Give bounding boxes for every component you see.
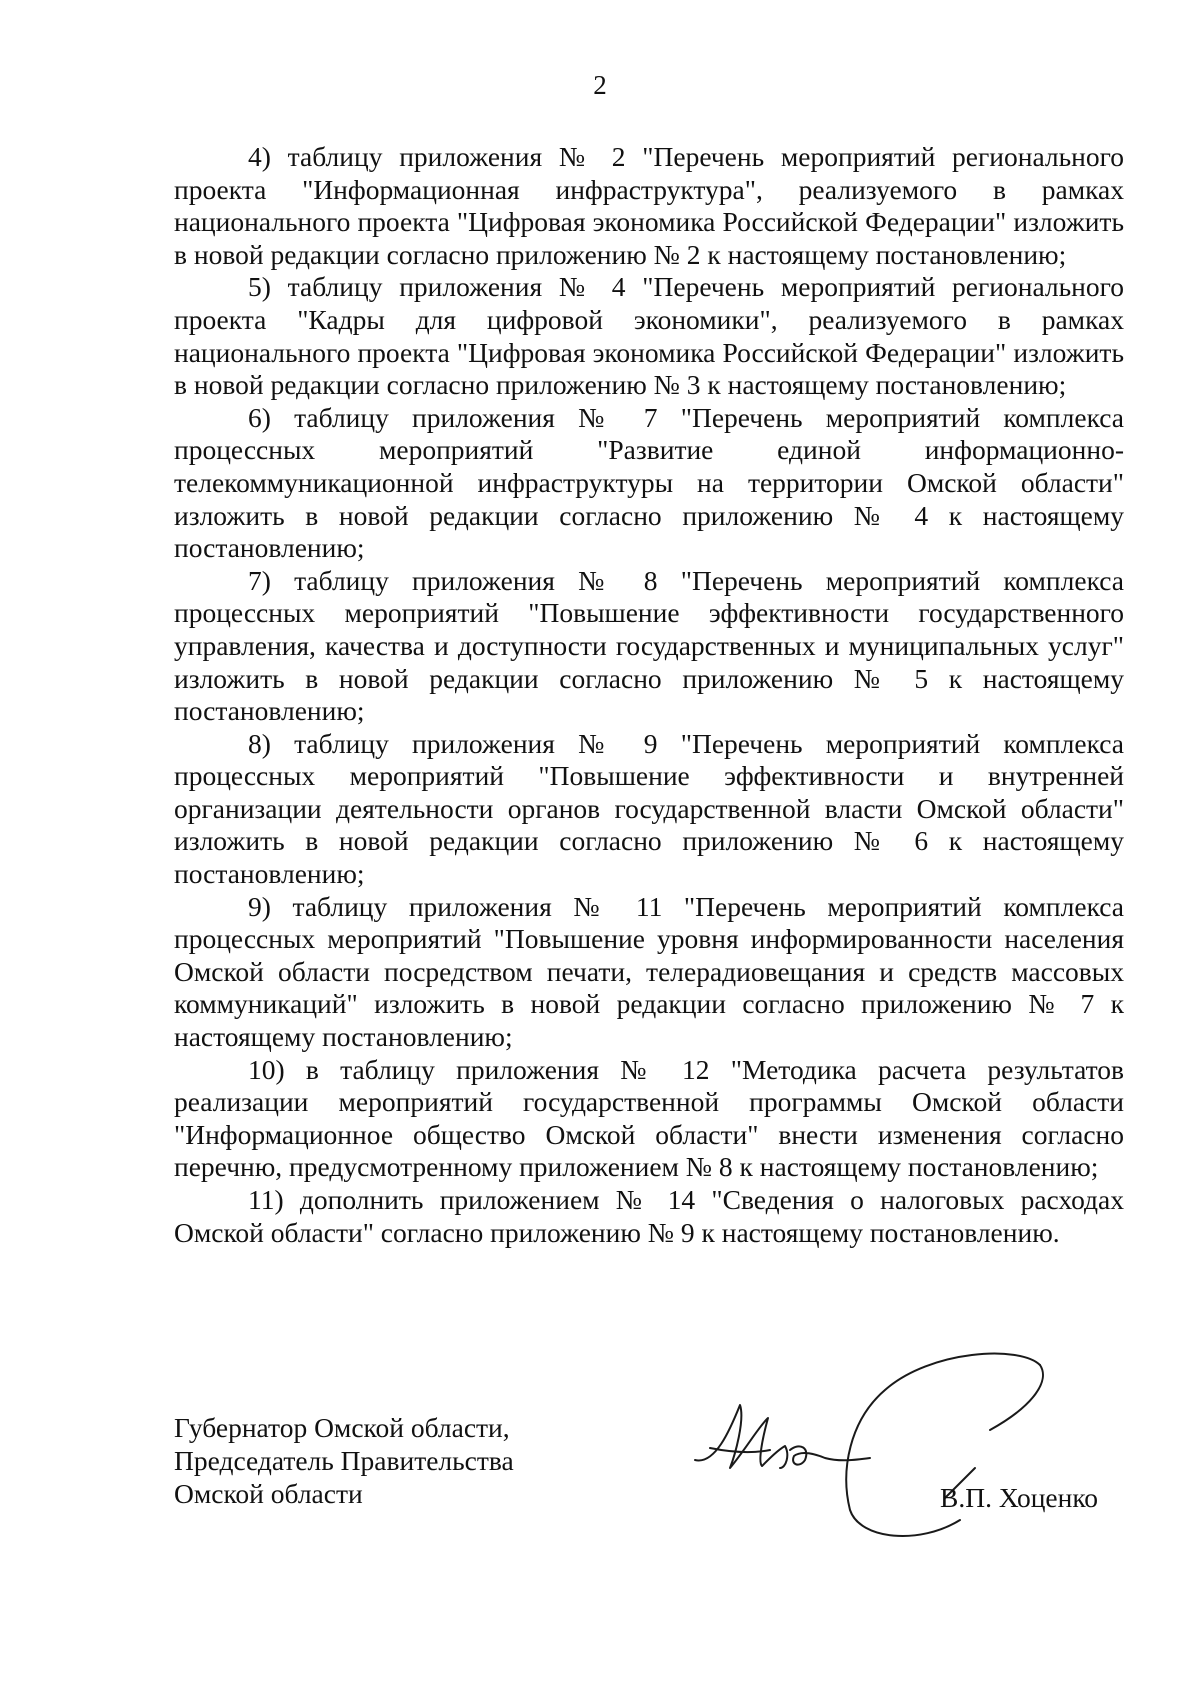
paragraph-item-4: 4) таблицу приложения № 2 "Перечень мероприятий регионального проекта "Информационная инфраструктура", реализуемого в рамках национального проекта "Цифровая экономика Российской Федерации" изложить в новой редакции согласно приложению № 2 к настоящему постановлению; — [174, 141, 1124, 270]
position-line: Председатель Правительства — [174, 1445, 514, 1476]
paragraph-item-7: 7) таблицу приложения № 8 "Перечень мероприятий комплекса процессных мероприятий "Повышение эффективности государственного управления, качества и доступности государственных и муниципальных услуг" изложить в новой редакции согласно приложению № 5 к настоящему постановлению; — [174, 564, 1124, 727]
signer-name: В.П. Хоценко — [940, 1482, 1099, 1513]
position-line: Омской области — [174, 1478, 363, 1509]
page-number: 2 — [593, 70, 607, 100]
paragraph-item-5: 5) таблицу приложения № 4 "Перечень мероприятий регионального проекта "Кадры для цифровой экономики", реализуемого в рамках национального проекта "Цифровая экономика Российской Федерации" изложить в новой редакции согласно приложению № 3 к настоящему постановлению; — [174, 271, 1124, 401]
signatory-position — [174, 1411, 514, 1510]
paragraph-item-6: 6) таблицу приложения № 7 "Перечень мероприятий комплекса процессных мероприятий "Развитие единой информационно-телекоммуникационной инфраструктуры на территории Омской области" изложить в новой редакции согласно приложению № 4 к настоящему постановлению; — [174, 401, 1124, 564]
paragraph-item-10: 10) в таблицу приложения № 12 "Методика расчета результатов реализации мероприятий государственной программы Омской области "Информационное общество Омской области" внести изменения согласно перечню, предусмотренному приложением № 8 к настоящему постановлению; — [174, 1053, 1124, 1183]
paragraph-item-9: 9) таблицу приложения № 11 "Перечень мероприятий комплекса процессных мероприятий "Повышение уровня информированности населения Омской области посредством печати, телерадиовещания и средств массовых коммуникаций" изложить в новой редакции согласно приложению № 7 к настоящему постановлению; — [174, 890, 1124, 1053]
paragraph-item-8: 8) таблицу приложения № 9 "Перечень мероприятий комплекса процессных мероприятий "Повышение эффективности и внутренней организации деятельности органов государственной власти Омской области" изложить в новой редакции согласно приложению № 6 к настоящему постановлению; — [174, 727, 1124, 890]
position-line: Губернатор Омской области, — [174, 1412, 510, 1443]
paragraph-item-11: 11) дополнить приложением № 14 "Сведения о налоговых расходах Омской области" согласно приложению № 9 к настоящему постановлению. — [174, 1184, 1124, 1248]
handwritten-signature — [690, 1350, 1080, 1550]
document-body — [174, 141, 1124, 1249]
